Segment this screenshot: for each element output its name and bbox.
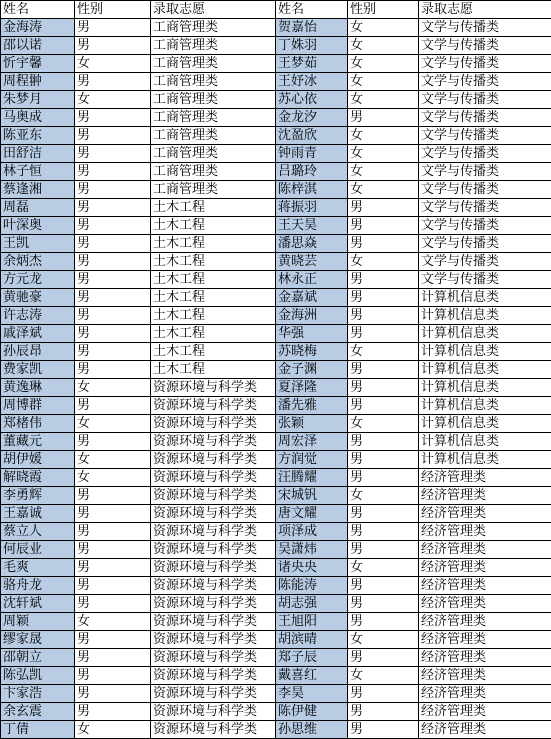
cell-name-right: 项泽成 (276, 523, 348, 541)
cell-major-right: 经济管理类 (419, 523, 551, 541)
cell-major-left: 工商管理类 (151, 181, 276, 199)
cell-gender-left: 女 (75, 469, 151, 487)
cell-gender-left: 男 (75, 37, 151, 55)
cell-major-right: 经济管理类 (419, 631, 551, 649)
cell-gender-right: 男 (348, 523, 419, 541)
cell-major-left: 土木工程 (151, 325, 276, 343)
cell-major-left: 资源环境与科学类 (151, 433, 276, 451)
table-row (1, 487, 551, 505)
table-row (1, 541, 551, 559)
cell-name-right: 贺嘉怡 (276, 19, 348, 37)
cell-major-right: 经济管理类 (419, 577, 551, 595)
cell-gender-right: 男 (348, 199, 419, 217)
table-row (1, 181, 551, 199)
cell-major-left: 资源环境与科学类 (151, 451, 276, 469)
cell-major-left: 土木工程 (151, 289, 276, 307)
cell-gender-right: 男 (348, 361, 419, 379)
cell-gender-left: 女 (75, 55, 151, 73)
cell-name-right: 沈盈欣 (276, 127, 348, 145)
cell-major-right: 计算机信息类 (419, 289, 551, 307)
cell-gender-right: 男 (348, 577, 419, 595)
cell-name-left: 李勇辉 (1, 487, 75, 505)
table-row (1, 361, 551, 379)
cell-gender-right: 男 (348, 469, 419, 487)
cell-gender-left: 男 (75, 163, 151, 181)
cell-gender-right: 女 (348, 343, 419, 361)
cell-major-right: 经济管理类 (419, 667, 551, 685)
cell-name-left: 金海涛 (1, 19, 75, 37)
cell-gender-right: 男 (348, 595, 419, 613)
table-row (1, 91, 551, 109)
cell-major-right: 文学与传播类 (419, 19, 551, 37)
cell-gender-left: 男 (75, 541, 151, 559)
cell-gender-left: 男 (75, 217, 151, 235)
cell-name-left: 方元龙 (1, 271, 75, 289)
cell-major-right: 文学与传播类 (419, 271, 551, 289)
cell-name-left: 邵朝立 (1, 649, 75, 667)
cell-major-left: 工商管理类 (151, 91, 276, 109)
cell-gender-right: 女 (348, 37, 419, 55)
cell-name-right: 戴喜红 (276, 667, 348, 685)
cell-gender-right: 男 (348, 397, 419, 415)
table-row (1, 109, 551, 127)
cell-major-right: 计算机信息类 (419, 343, 551, 361)
cell-major-left: 资源环境与科学类 (151, 667, 276, 685)
cell-name-left: 周程翀 (1, 73, 75, 91)
cell-gender-right: 女 (348, 559, 419, 577)
cell-gender-left: 男 (75, 397, 151, 415)
table-row (1, 19, 551, 37)
table-row (1, 199, 551, 217)
cell-name-right: 金龙汐 (276, 109, 348, 127)
cell-major-left: 土木工程 (151, 235, 276, 253)
cell-gender-left: 男 (75, 595, 151, 613)
cell-major-left: 工商管理类 (151, 19, 276, 37)
table-row (1, 73, 551, 91)
cell-major-right: 计算机信息类 (419, 307, 551, 325)
cell-major-right: 经济管理类 (419, 595, 551, 613)
cell-major-right: 经济管理类 (419, 505, 551, 523)
cell-name-right: 汪腾耀 (276, 469, 348, 487)
cell-name-left: 许志涛 (1, 307, 75, 325)
cell-gender-left: 男 (75, 703, 151, 721)
cell-major-left: 资源环境与科学类 (151, 631, 276, 649)
cell-gender-left: 男 (75, 343, 151, 361)
header-major-right: 录取志愿 (419, 1, 551, 19)
header-name-right: 姓名 (276, 1, 348, 19)
cell-name-left: 戚泽斌 (1, 325, 75, 343)
cell-major-right: 计算机信息类 (419, 361, 551, 379)
cell-gender-left: 男 (75, 361, 151, 379)
table-row (1, 649, 551, 667)
header-gender-right: 性别 (348, 1, 419, 19)
cell-name-left: 黄驰豪 (1, 289, 75, 307)
cell-name-left: 缪家晟 (1, 631, 75, 649)
cell-name-right: 夏泽隆 (276, 379, 348, 397)
cell-major-right: 经济管理类 (419, 613, 551, 631)
cell-major-left: 工商管理类 (151, 109, 276, 127)
cell-gender-right: 女 (348, 667, 419, 685)
cell-name-left: 陈亚东 (1, 127, 75, 145)
cell-major-left: 资源环境与科学类 (151, 487, 276, 505)
cell-major-left: 资源环境与科学类 (151, 379, 276, 397)
cell-major-left: 工商管理类 (151, 145, 276, 163)
header-gender-left: 性别 (75, 1, 151, 19)
table-row (1, 469, 551, 487)
cell-major-left: 土木工程 (151, 253, 276, 271)
cell-major-left: 工商管理类 (151, 127, 276, 145)
cell-major-right: 文学与传播类 (419, 37, 551, 55)
table-row (1, 307, 551, 325)
cell-major-left: 资源环境与科学类 (151, 703, 276, 721)
cell-gender-left: 男 (75, 667, 151, 685)
cell-major-left: 土木工程 (151, 361, 276, 379)
cell-major-left: 资源环境与科学类 (151, 577, 276, 595)
cell-gender-right: 女 (348, 127, 419, 145)
cell-gender-left: 男 (75, 271, 151, 289)
cell-major-right: 文学与传播类 (419, 199, 551, 217)
cell-gender-left: 男 (75, 487, 151, 505)
table-row (1, 613, 551, 631)
cell-name-right: 吴潇炜 (276, 541, 348, 559)
table-row (1, 289, 551, 307)
cell-name-left: 周磊 (1, 199, 75, 217)
cell-name-left: 周博群 (1, 397, 75, 415)
cell-major-left: 土木工程 (151, 343, 276, 361)
cell-major-left: 工商管理类 (151, 37, 276, 55)
cell-name-left: 周颖 (1, 613, 75, 631)
cell-gender-left: 男 (75, 199, 151, 217)
cell-major-right: 经济管理类 (419, 685, 551, 703)
cell-name-right: 黄晓芸 (276, 253, 348, 271)
cell-major-right: 计算机信息类 (419, 397, 551, 415)
cell-gender-right: 男 (348, 289, 419, 307)
cell-name-left: 陈弘凯 (1, 667, 75, 685)
cell-major-right: 经济管理类 (419, 469, 551, 487)
cell-major-right: 文学与传播类 (419, 217, 551, 235)
cell-name-left: 余玄震 (1, 703, 75, 721)
cell-name-left: 何辰业 (1, 541, 75, 559)
cell-name-left: 沈轩斌 (1, 595, 75, 613)
cell-major-left: 工商管理类 (151, 163, 276, 181)
cell-major-right: 文学与传播类 (419, 145, 551, 163)
cell-gender-left: 男 (75, 73, 151, 91)
table-body (1, 1, 551, 739)
table-row (1, 271, 551, 289)
cell-gender-left: 女 (75, 451, 151, 469)
cell-major-left: 土木工程 (151, 307, 276, 325)
cell-name-right: 宋城钒 (276, 487, 348, 505)
cell-name-right: 金海洲 (276, 307, 348, 325)
table-row (1, 595, 551, 613)
cell-gender-left: 女 (75, 721, 151, 739)
cell-gender-right: 男 (348, 649, 419, 667)
cell-major-right: 经济管理类 (419, 541, 551, 559)
cell-name-right: 王梦茹 (276, 55, 348, 73)
cell-gender-right: 男 (348, 703, 419, 721)
cell-gender-right: 男 (348, 325, 419, 343)
table-row (1, 235, 551, 253)
cell-name-right: 苏心依 (276, 91, 348, 109)
cell-gender-left: 男 (75, 649, 151, 667)
cell-name-left: 蔡立人 (1, 523, 75, 541)
cell-major-left: 资源环境与科学类 (151, 685, 276, 703)
cell-major-right: 计算机信息类 (419, 451, 551, 469)
header-row (1, 1, 551, 19)
cell-gender-left: 女 (75, 613, 151, 631)
cell-major-right: 文学与传播类 (419, 91, 551, 109)
cell-gender-right: 男 (348, 235, 419, 253)
cell-name-left: 黄逸琳 (1, 379, 75, 397)
cell-major-left: 土木工程 (151, 199, 276, 217)
cell-gender-left: 男 (75, 145, 151, 163)
cell-gender-right: 男 (348, 379, 419, 397)
cell-gender-right: 男 (348, 685, 419, 703)
cell-major-left: 资源环境与科学类 (151, 649, 276, 667)
cell-major-right: 经济管理类 (419, 559, 551, 577)
cell-major-right: 计算机信息类 (419, 379, 551, 397)
cell-major-right: 文学与传播类 (419, 109, 551, 127)
cell-major-left: 资源环境与科学类 (151, 415, 276, 433)
cell-gender-left: 男 (75, 289, 151, 307)
cell-name-right: 王旭阳 (276, 613, 348, 631)
cell-gender-right: 女 (348, 91, 419, 109)
cell-gender-right: 男 (348, 109, 419, 127)
cell-major-right: 文学与传播类 (419, 73, 551, 91)
cell-name-right: 方润觉 (276, 451, 348, 469)
cell-gender-left: 男 (75, 523, 151, 541)
cell-name-right: 林永正 (276, 271, 348, 289)
cell-name-right: 吕璐玲 (276, 163, 348, 181)
cell-name-right: 华强 (276, 325, 348, 343)
cell-major-right: 计算机信息类 (419, 415, 551, 433)
cell-name-right: 潘先雅 (276, 397, 348, 415)
cell-name-right: 周宏泽 (276, 433, 348, 451)
table-row (1, 631, 551, 649)
cell-name-left: 王凯 (1, 235, 75, 253)
table-row (1, 721, 551, 739)
table-row (1, 379, 551, 397)
cell-name-left: 蔡逢湘 (1, 181, 75, 199)
cell-gender-right: 女 (348, 163, 419, 181)
cell-major-right: 经济管理类 (419, 487, 551, 505)
cell-gender-right: 男 (348, 505, 419, 523)
cell-major-left: 资源环境与科学类 (151, 559, 276, 577)
table-row (1, 667, 551, 685)
table-row (1, 433, 551, 451)
cell-name-left: 马奥成 (1, 109, 75, 127)
cell-name-left: 朱梦月 (1, 91, 75, 109)
cell-gender-left: 男 (75, 433, 151, 451)
cell-name-left: 胡伊媛 (1, 451, 75, 469)
cell-gender-left: 男 (75, 505, 151, 523)
cell-gender-left: 女 (75, 379, 151, 397)
cell-gender-right: 女 (348, 73, 419, 91)
table-row (1, 325, 551, 343)
cell-major-left: 工商管理类 (151, 55, 276, 73)
table-row (1, 415, 551, 433)
table-row (1, 55, 551, 73)
cell-gender-left: 男 (75, 577, 151, 595)
cell-gender-right: 男 (348, 307, 419, 325)
cell-name-right: 胡志强 (276, 595, 348, 613)
cell-gender-right: 男 (348, 451, 419, 469)
cell-gender-right: 女 (348, 487, 419, 505)
header-name-left: 姓名 (1, 1, 75, 19)
cell-name-right: 诸央央 (276, 559, 348, 577)
cell-name-right: 蒋振羽 (276, 199, 348, 217)
table-row (1, 451, 551, 469)
cell-gender-left: 女 (75, 415, 151, 433)
cell-name-right: 郑子辰 (276, 649, 348, 667)
cell-gender-right: 女 (348, 145, 419, 163)
cell-gender-left: 男 (75, 253, 151, 271)
cell-gender-right: 男 (348, 271, 419, 289)
cell-name-left: 解晓霞 (1, 469, 75, 487)
cell-name-right: 李昊 (276, 685, 348, 703)
cell-gender-left: 男 (75, 109, 151, 127)
table-row (1, 523, 551, 541)
cell-major-left: 资源环境与科学类 (151, 595, 276, 613)
cell-gender-left: 男 (75, 325, 151, 343)
cell-name-right: 陈梓淇 (276, 181, 348, 199)
table-row (1, 253, 551, 271)
header-major-left: 录取志愿 (151, 1, 276, 19)
cell-gender-left: 男 (75, 307, 151, 325)
table-row (1, 163, 551, 181)
cell-name-left: 田舒洁 (1, 145, 75, 163)
cell-gender-left: 男 (75, 631, 151, 649)
cell-name-right: 钟雨青 (276, 145, 348, 163)
cell-name-right: 王天昊 (276, 217, 348, 235)
cell-major-left: 资源环境与科学类 (151, 397, 276, 415)
cell-major-right: 经济管理类 (419, 649, 551, 667)
cell-name-right: 金嘉斌 (276, 289, 348, 307)
cell-name-left: 毛爽 (1, 559, 75, 577)
cell-name-right: 唐文耀 (276, 505, 348, 523)
cell-name-left: 费家凯 (1, 361, 75, 379)
cell-name-left: 王嘉诚 (1, 505, 75, 523)
cell-major-left: 资源环境与科学类 (151, 469, 276, 487)
cell-gender-right: 女 (348, 181, 419, 199)
cell-major-left: 资源环境与科学类 (151, 541, 276, 559)
table-row (1, 397, 551, 415)
cell-name-right: 陈能涛 (276, 577, 348, 595)
cell-name-left: 叶深奥 (1, 217, 75, 235)
cell-major-left: 资源环境与科学类 (151, 505, 276, 523)
cell-major-right: 文学与传播类 (419, 181, 551, 199)
cell-name-left: 余炳杰 (1, 253, 75, 271)
cell-name-right: 孙思维 (276, 721, 348, 739)
cell-gender-right: 女 (348, 253, 419, 271)
cell-name-left: 邵以诺 (1, 37, 75, 55)
cell-name-right: 张颖 (276, 415, 348, 433)
cell-name-right: 陈伊健 (276, 703, 348, 721)
cell-gender-right: 女 (348, 55, 419, 73)
cell-major-left: 土木工程 (151, 271, 276, 289)
table-row (1, 217, 551, 235)
table-row (1, 127, 551, 145)
cell-gender-right: 男 (348, 541, 419, 559)
cell-name-left: 卞家浩 (1, 685, 75, 703)
cell-gender-right: 男 (348, 613, 419, 631)
cell-gender-right: 女 (348, 415, 419, 433)
cell-name-left: 董藏元 (1, 433, 75, 451)
cell-major-right: 文学与传播类 (419, 253, 551, 271)
cell-name-right: 丁姝羽 (276, 37, 348, 55)
cell-major-right: 计算机信息类 (419, 433, 551, 451)
cell-name-left: 郑楮伟 (1, 415, 75, 433)
cell-gender-left: 女 (75, 91, 151, 109)
cell-gender-right: 男 (348, 217, 419, 235)
cell-major-right: 文学与传播类 (419, 235, 551, 253)
cell-major-left: 资源环境与科学类 (151, 523, 276, 541)
cell-gender-left: 男 (75, 181, 151, 199)
table-row (1, 703, 551, 721)
table-row (1, 505, 551, 523)
cell-gender-left: 男 (75, 685, 151, 703)
cell-gender-right: 女 (348, 19, 419, 37)
cell-major-right: 文学与传播类 (419, 163, 551, 181)
cell-major-right: 文学与传播类 (419, 55, 551, 73)
cell-name-left: 孙辰昂 (1, 343, 75, 361)
table-row (1, 343, 551, 361)
cell-gender-right: 男 (348, 721, 419, 739)
cell-gender-right: 男 (348, 433, 419, 451)
table-row (1, 145, 551, 163)
cell-gender-left: 男 (75, 19, 151, 37)
cell-major-right: 文学与传播类 (419, 127, 551, 145)
cell-major-left: 工商管理类 (151, 73, 276, 91)
cell-name-left: 丁倩 (1, 721, 75, 739)
cell-name-right: 苏晓梅 (276, 343, 348, 361)
table-row (1, 559, 551, 577)
cell-gender-left: 男 (75, 235, 151, 253)
cell-name-right: 潘思焱 (276, 235, 348, 253)
table-row (1, 577, 551, 595)
table-row (1, 685, 551, 703)
cell-name-right: 王妤冰 (276, 73, 348, 91)
cell-gender-right: 女 (348, 631, 419, 649)
cell-gender-left: 男 (75, 127, 151, 145)
cell-name-left: 林子恒 (1, 163, 75, 181)
cell-major-left: 土木工程 (151, 217, 276, 235)
cell-name-right: 金子渊 (276, 361, 348, 379)
cell-major-left: 资源环境与科学类 (151, 721, 276, 739)
cell-gender-left: 男 (75, 559, 151, 577)
table-row (1, 37, 551, 55)
cell-major-right: 经济管理类 (419, 721, 551, 739)
cell-name-left: 骆舟龙 (1, 577, 75, 595)
cell-name-left: 忻宇馨 (1, 55, 75, 73)
cell-major-right: 计算机信息类 (419, 325, 551, 343)
cell-major-right: 经济管理类 (419, 703, 551, 721)
cell-major-left: 资源环境与科学类 (151, 613, 276, 631)
cell-name-right: 胡滨晴 (276, 631, 348, 649)
